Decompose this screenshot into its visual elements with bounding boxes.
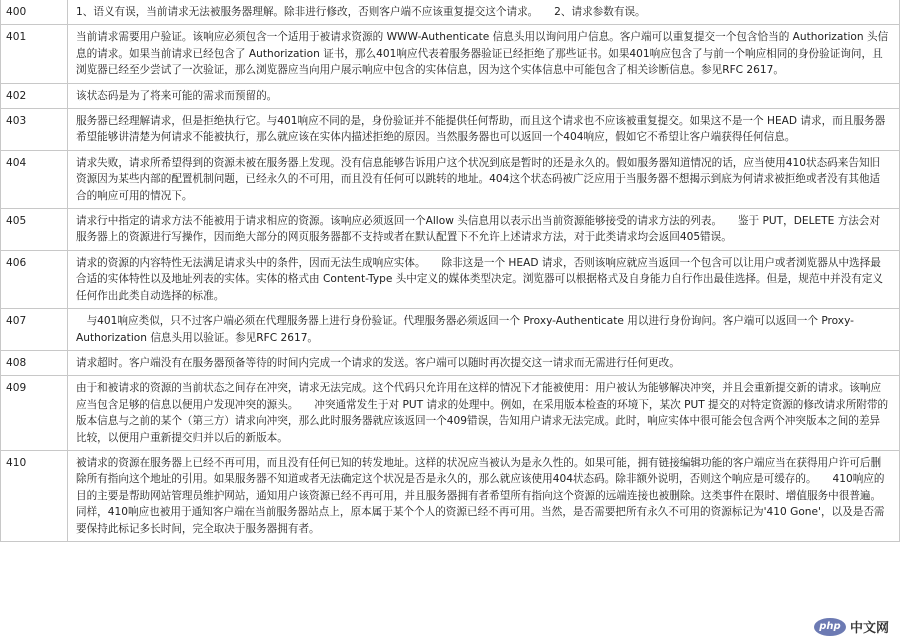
- php-cn-watermark: [811, 616, 892, 637]
- table-row: [1, 450, 900, 541]
- php-logo-icon: php: [814, 618, 846, 636]
- table-row: [1, 25, 900, 83]
- table-row: [1, 83, 900, 108]
- status-code-cell: 403: [1, 109, 68, 151]
- status-description-cell: 请求行中指定的请求方法不能被用于请求相应的资源。该响应必须返回一个Allow 头信息用以表示出当前资源能够接受的请求方法的列表。 鉴于 PUT，DELETE 方法会对服务器上的资源进行写操作，因而绝大部分的网页服务器都不支持或者在默认配置下不允许上述请求方法，对于此类请求均会返回405错误。: [68, 209, 900, 251]
- table-row: [1, 0, 900, 25]
- table-row: [1, 109, 900, 151]
- status-description-cell: 请求超时。客户端没有在服务器预备等待的时间内完成一个请求的发送。客户端可以随时再次提交这一请求而无需进行任何更改。: [68, 350, 900, 375]
- table-row: [1, 250, 900, 308]
- watermark-site-text: 中文网: [849, 621, 889, 636]
- status-code-cell: 404: [1, 150, 68, 208]
- status-code-cell: 402: [1, 83, 68, 108]
- status-description-cell: 与401响应类似，只不过客户端必须在代理服务器上进行身份验证。代理服务器必须返回一个 Proxy-Authenticate 用以进行身份询问。客户端可以返回一个 Proxy-Authorization 信息头用以验证。参见RFC 2617。: [68, 309, 900, 351]
- status-description-cell: 该状态码是为了将来可能的需求而预留的。: [68, 83, 900, 108]
- status-code-cell: 410: [1, 450, 68, 541]
- table-row: [1, 350, 900, 375]
- status-description-cell: 服务器已经理解请求，但是拒绝执行它。与401响应不同的是，身份验证并不能提供任何帮助，而且这个请求也不应该被重复提交。如果这不是一个 HEAD 请求，而且服务器希望能够讲清楚为何请求不能被执行，那么就应该在实体内描述拒绝的原因。当然服务器也可以返回一个404响应，假如它不希望让客户端获得任何信息。: [68, 109, 900, 151]
- status-description-cell: 当前请求需要用户验证。该响应必须包含一个适用于被请求资源的 WWW-Authenticate 信息头用以询问用户信息。客户端可以重复提交一个包含恰当的 Authorization 头信息的请求。如果当前请求已经包含了 Authorization 证书，那么401响应代表着服务器验证已经拒绝了那些证书。如果401响应包含了与前一个响应相同的身份验证询问，且浏览器已经至少尝试了一次验证，那么浏览器应当向用户展示响应中包含的实体信息，因为这个实体信息中可能包含了相关诊断信息。参见RFC 2617。: [68, 25, 900, 83]
- status-description-cell: 请求的资源的内容特性无法满足请求头中的条件，因而无法生成响应实体。 除非这是一个 HEAD 请求，否则该响应就应当返回一个包含可以让用户或者浏览器从中选择最合适的实体特性以及地址列表的实体。实体的格式由 Content-Type 头中定义的媒体类型决定。浏览器可以根据格式及自身能力自行作出最佳选择。但是，规范中并没有定义任何作出此类自动选择的标准。: [68, 250, 900, 308]
- status-code-cell: 405: [1, 209, 68, 251]
- status-code-cell: 401: [1, 25, 68, 83]
- status-description-cell: 被请求的资源在服务器上已经不再可用，而且没有任何已知的转发地址。这样的状况应当被认为是永久性的。如果可能，拥有链接编辑功能的客户端应当在获得用户许可后删除所有指向这个地址的引用。如果服务器不知道或者无法确定这个状况是否是永久的，那么就应该使用404状态码。除非额外说明，否则这个响应是可缓存的。 410响应的目的主要是帮助网站管理员维护网站，通知用户该资源已经不再可用，并且服务器拥有者希望所有指向这个资源的远端连接也被删除。这类事件在限时、增值服务中很普遍。同样，410响应也被用于通知客户端在当前服务器站点上，原本属于某个个人的资源已经不再可用。当然，是否需要把所有永久不可用的资源标记为'410 Gone'，以及是否需要保持此标记多长时间，完全取决于服务器拥有者。: [68, 450, 900, 541]
- table-row: [1, 309, 900, 351]
- table-row: [1, 150, 900, 208]
- status-description-cell: 由于和被请求的资源的当前状态之间存在冲突，请求无法完成。这个代码只允许用在这样的情况下才能被使用：用户被认为能够解决冲突，并且会重新提交新的请求。该响应应当包含足够的信息以便用户发现冲突的源头。 冲突通常发生于对 PUT 请求的处理中。例如，在采用版本检查的环境下，某次 PUT 提交的对特定资源的修改请求所附带的版本信息与之前的某个（第三方）请求向冲突，那么此时服务器就应该返回一个409错误，告知用户请求无法完成。此时，响应实体中很可能会包含两个冲突版本之间的差异比较，以便用户重新提交归并以后的新版本。: [68, 376, 900, 451]
- status-description-cell: 请求失败，请求所希望得到的资源未被在服务器上发现。没有信息能够告诉用户这个状况到底是暂时的还是永久的。假如服务器知道情况的话，应当使用410状态码来告知旧资源因为某些内部的配置机制问题，已经永久的不可用，而且没有任何可以跳转的地址。404这个状态码被广泛应用于当服务器不想揭示到底为何请求被拒绝或者没有其他适合的响应可用的情况下。: [68, 150, 900, 208]
- table-row: [1, 209, 900, 251]
- status-code-cell: 400: [1, 0, 68, 25]
- status-code-cell: 408: [1, 350, 68, 375]
- status-code-cell: 407: [1, 309, 68, 351]
- status-code-cell: 409: [1, 376, 68, 451]
- status-code-cell: 406: [1, 250, 68, 308]
- status-description-cell: 1、语义有误，当前请求无法被服务器理解。除非进行修改，否则客户端不应该重复提交这个请求。 2、请求参数有误。: [68, 0, 900, 25]
- table-row: [1, 376, 900, 451]
